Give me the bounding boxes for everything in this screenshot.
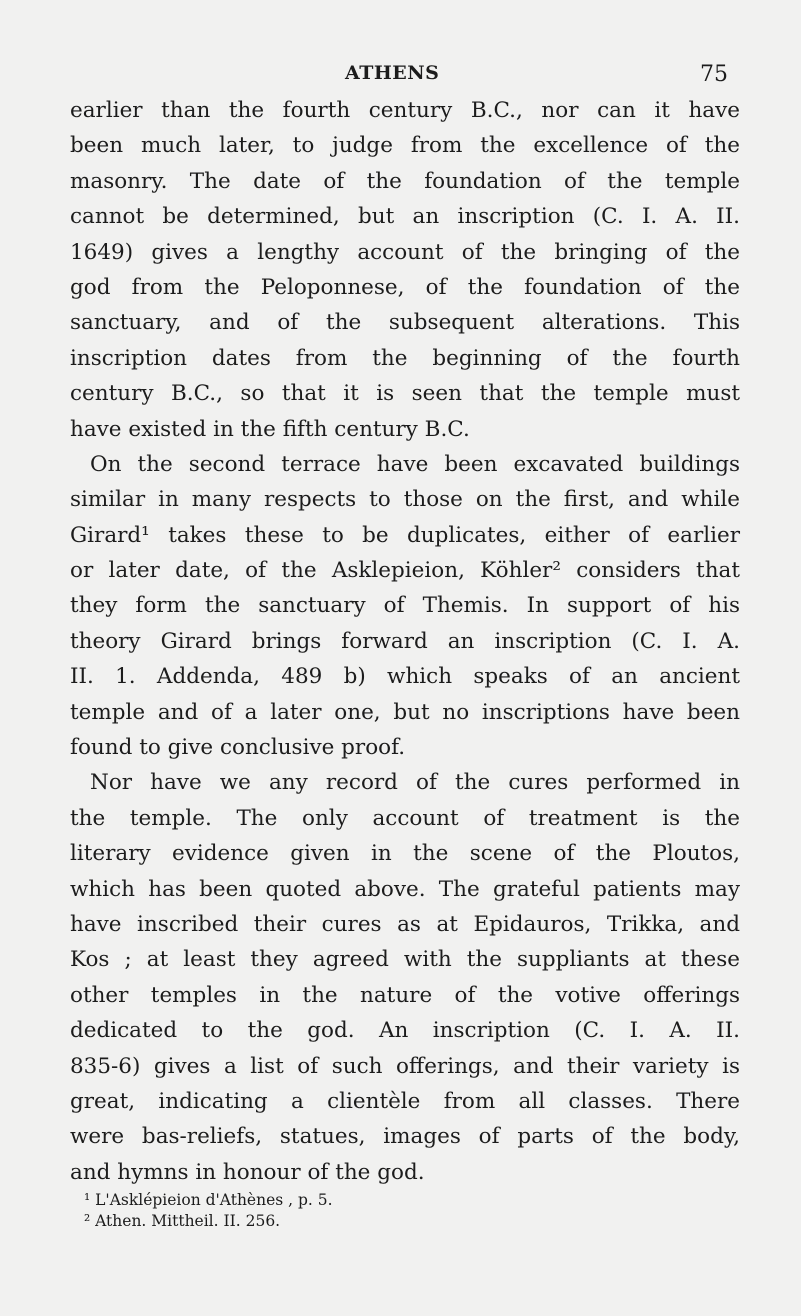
- text-line: great, indicating a clientèle from all classes. There: [70, 1088, 740, 1114]
- text-line: or later date, of the Asklepieion, Köhler² considers that: [70, 558, 740, 584]
- running-title: ATHENS: [345, 62, 440, 84]
- footnotes: [84, 1190, 684, 1232]
- footnote: ² Athen. Mittheil. II. 256.: [84, 1212, 281, 1230]
- text-line: they form the sanctuary of Themis. In support of his: [70, 593, 740, 619]
- footnote: ¹ L'Asklépieion d'Athènes , p. 5.: [84, 1191, 333, 1209]
- text-line: found to give conclusive proof.: [70, 735, 406, 761]
- text-line: literary evidence given in the scene of the Ploutos,: [70, 841, 740, 867]
- body-text: [70, 93, 740, 1190]
- text-line: were bas-reliefs, statues, images of parts of the body,: [70, 1124, 740, 1150]
- text-line: and hymns in honour of the god.: [70, 1159, 425, 1185]
- running-head: [0, 62, 801, 86]
- text-line: been much later, to judge from the excellence of the: [70, 133, 740, 159]
- text-line: earlier than the fourth century B.C., nor can it have: [70, 98, 740, 123]
- text-line: the temple. The only account of treatment is the: [70, 805, 740, 831]
- text-line: dedicated to the god. An inscription (C. I. A. II.: [70, 1018, 740, 1044]
- text-line: 835-6) gives a list of such offerings, and their variety is: [70, 1053, 740, 1079]
- text-line: god from the Peloponnese, of the foundation of the: [70, 274, 740, 300]
- text-line: Girard¹ takes these to be duplicates, either of earlier: [70, 522, 740, 548]
- text-line: inscription dates from the beginning of the fourth: [70, 345, 740, 371]
- text-line: Kos ; at least they agreed with the suppliants at these: [70, 947, 740, 973]
- text-line: have existed in the fifth century B.C.: [70, 416, 470, 442]
- text-line: 1649) gives a lengthy account of the bringing of the: [70, 239, 740, 265]
- text-line: century B.C., so that it is seen that the temple must: [70, 381, 740, 407]
- text-line: II. 1. Addenda, 489 b) which speaks of an ancient: [70, 664, 740, 690]
- text-line: theory Girard brings forward an inscription (C. I. A.: [70, 628, 740, 654]
- page-number: 75: [700, 62, 728, 87]
- text-line: On the second terrace have been excavated buildings: [90, 451, 740, 477]
- text-line: sanctuary, and of the subsequent alterations. This: [70, 310, 740, 336]
- text-line: which has been quoted above. The grateful patients may: [70, 876, 740, 902]
- text-line: other temples in the nature of the votive offerings: [70, 982, 740, 1008]
- text-line: Nor have we any record of the cures performed in: [90, 770, 740, 796]
- text-line: have inscribed their cures as at Epidauros, Trikka, and: [70, 911, 740, 937]
- text-line: similar in many respects to those on the first, and while: [70, 487, 740, 513]
- text-line: masonry. The date of the foundation of the temple: [70, 168, 740, 194]
- text-line: temple and of a later one, but no inscriptions have been: [70, 699, 740, 725]
- text-line: cannot be determined, but an inscription (C. I. A. II.: [70, 204, 740, 230]
